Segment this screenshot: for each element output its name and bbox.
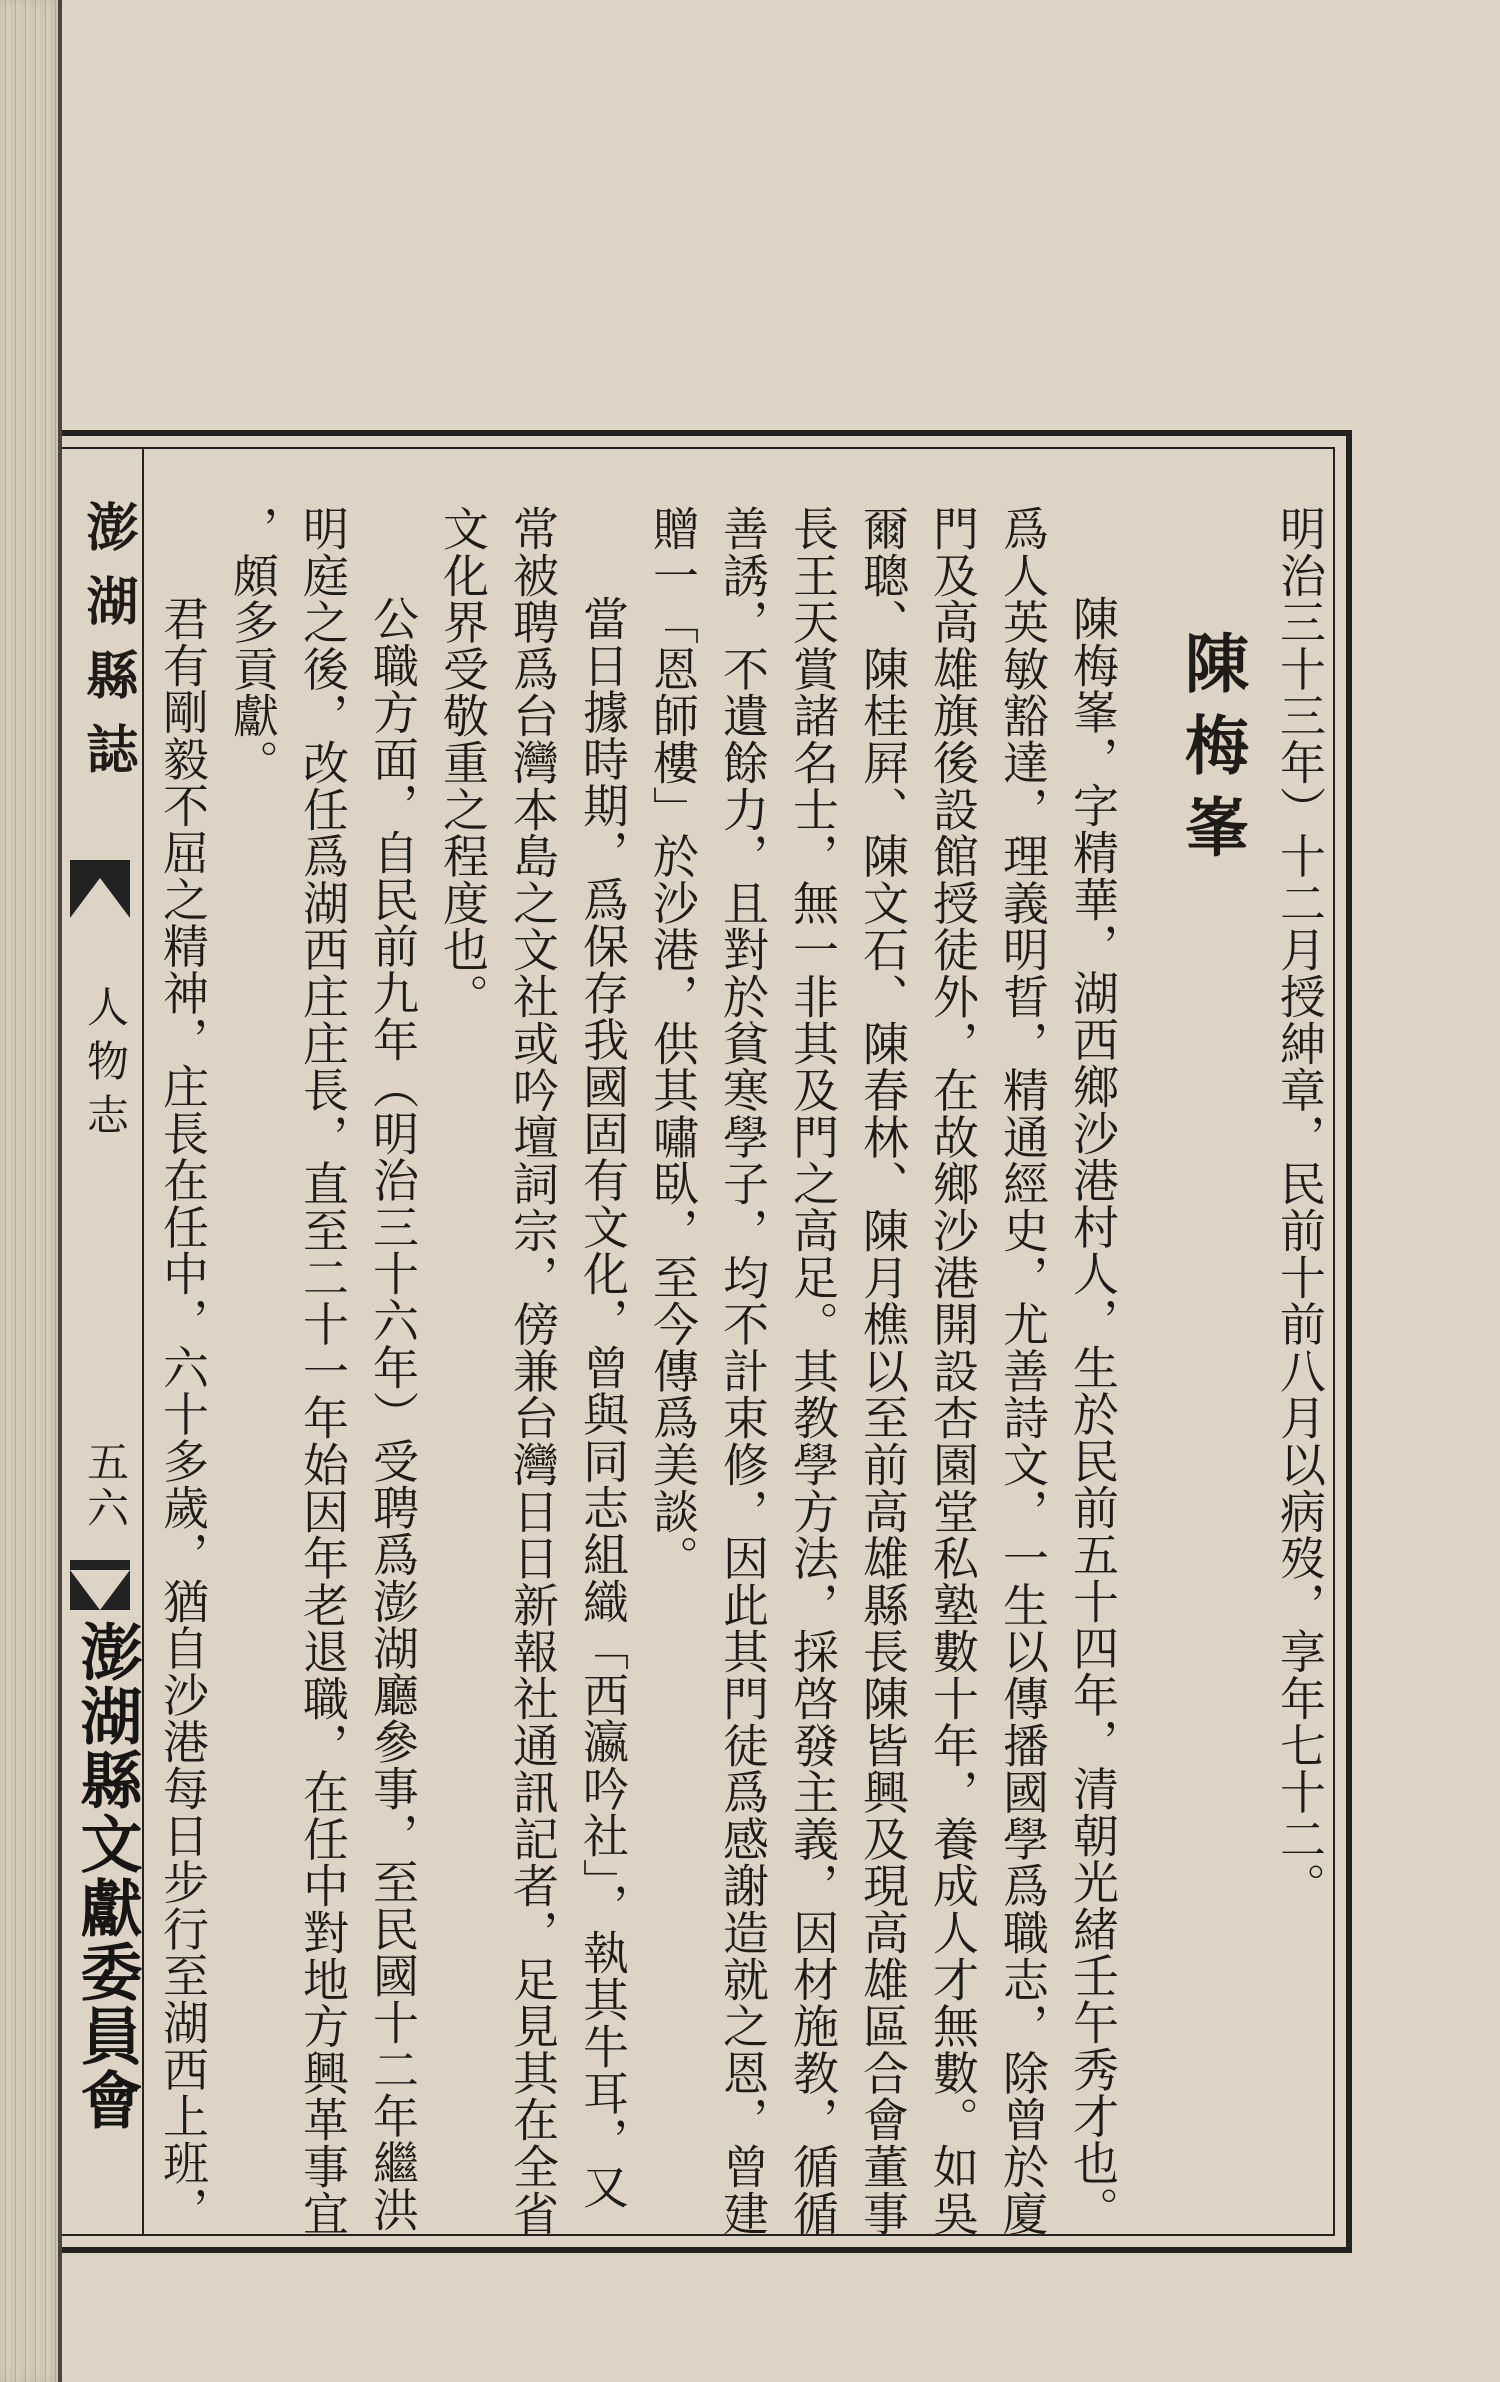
text-column: ，頗多貢獻。 [226, 505, 280, 786]
fish-tail-top-ornament [70, 860, 130, 950]
book-page-edge [0, 0, 62, 2382]
text-column: 贈一「恩師樓」於沙港，供其嘯臥，至今傳爲美談。 [646, 505, 700, 1582]
text-column: 爲人英敏豁達，理義明晢，精通經史，尤善詩文，一生以傳播國學爲職志，除曾於廈 [996, 505, 1050, 2237]
text-column: 公職方面，自民前九年（明治三十六年）受聘爲澎湖廳參事，至民國十二年繼洪 [366, 595, 420, 2233]
text-column: 當日據時期，爲保存我國固有文化，曾與同志組織「西瀛吟社」，執其牛耳，又 [576, 595, 630, 2210]
text-column: 明庭之後，改任爲湖西庄庄長，直至二十一年始因年老退職，在任中對地方興革事宜 [296, 505, 350, 2237]
text-column: 君有剛毅不屈之精神，庄長在任中，六十多歲，猶自沙港每日步行至湖西上班， [156, 595, 210, 2233]
text-column: 爾聰、陳桂屛、陳文石、陳春林、陳月樵以至前高雄縣長陳皆興及現高雄區合會董事 [856, 505, 910, 2237]
book-title: 澎湖縣誌 [77, 500, 137, 796]
publisher-name: 澎湖縣文獻委員會 [70, 1620, 143, 2132]
text-column: 門及高雄旗後設館授徒外，在故鄉沙港開設杏園堂私塾數十年，養成人才無數。如吳 [926, 505, 980, 2237]
text-column: 文化界受敬重之程度也。 [436, 505, 490, 1020]
text-column: 長王天賞諸名士，無一非其及門之高足。其教學方法，採啓發主義，因材施教，循循 [786, 505, 840, 2237]
text-column: 陳梅峯，字精華，湖西鄉沙港村人，生於民前五十四年，清朝光緒壬午秀才也。 [1066, 595, 1120, 2233]
lead-line: 明治三十三年）十二月授紳章，民前十前八月以病歿，享年七十二。 [1273, 505, 1327, 1909]
page-number: 五六 [81, 1440, 130, 1532]
text-column: 常被聘爲台灣本島之文社或吟壇詞宗，傍兼台灣日日新報社通訊記者，足見其在全省 [506, 505, 560, 2237]
article-title: 陳梅峯 [1174, 630, 1248, 876]
text-column: 善誘，不遺餘力，且對於貧寒學子，均不計束修，因此其門徒爲感謝造就之恩，曾建 [716, 505, 770, 2237]
section-name: 人物志 [81, 985, 130, 1147]
fish-tail-bottom-ornament [70, 1560, 130, 1570]
